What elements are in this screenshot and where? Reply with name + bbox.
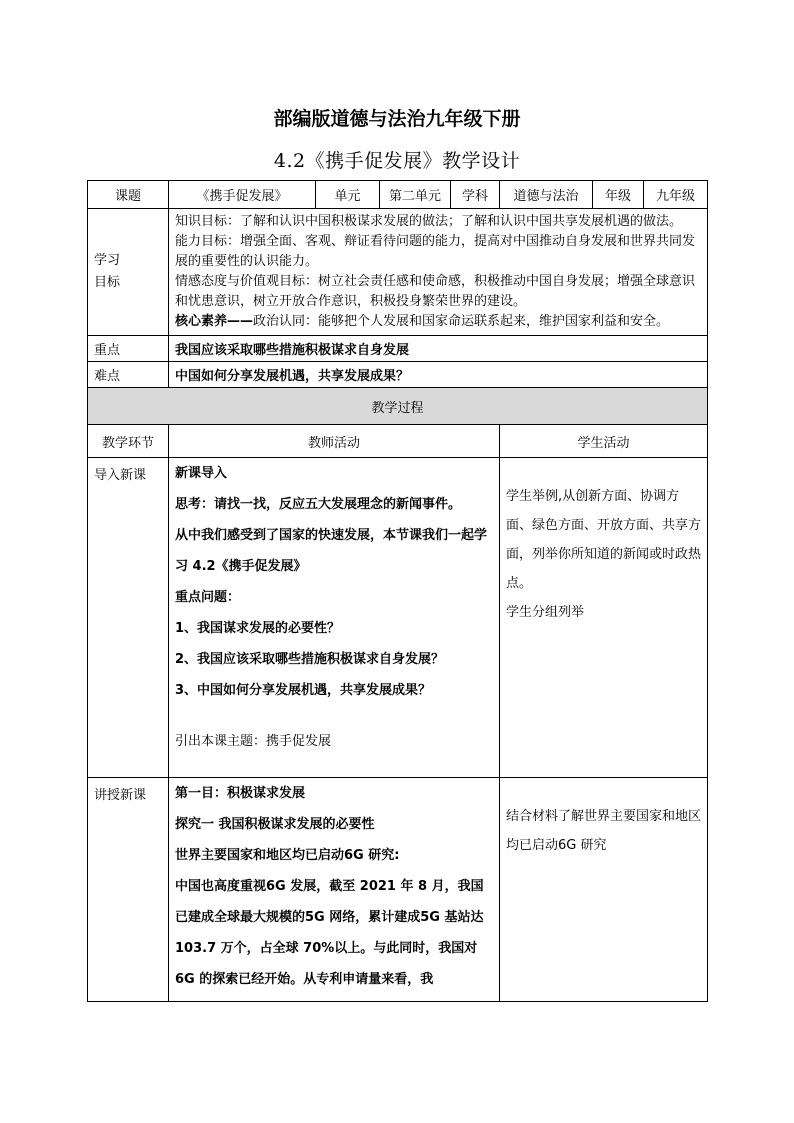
stage-teach: 讲授新课 [88,778,169,1002]
student-intro-line2: 学生分组列举 [506,605,585,620]
difficulty-value: 中国如何分享发展机遇，共享发展成果？ [169,362,708,388]
stage-intro: 导入新课 [88,458,169,778]
goals-label-line2: 目标 [94,275,121,290]
teacher-intro-key-title: 重点问题： [175,590,241,605]
unit-label: 单元 [316,181,380,209]
col-student-header: 学生活动 [500,425,708,458]
process-header: 教学过程 [88,388,708,425]
student-teach [500,778,708,1002]
teacher-teach-heading: 第一目：积极谋求发展 [175,786,306,801]
student-intro-line1: 学生举例,从创新方面、协调方面、绿色方面、开放方面、共享方面，列举你所知道的新闻或时政热点。 [506,489,702,591]
goal-emotion: 情感态度与价值观目标：树立社会责任感和使命感，积极推动中国自身发展；增强全球意识和忧患意识，树立开放合作意识，积极投身繁荣世界的建设。 [175,274,696,309]
teacher-teach-para: 中国也高度重视6G 发展，截至 2021 年 8 月，我国已建成全球最大规模的5G 网络，累计建成5G 基站达 103.7 万个，占全球 70%以上。与此同时，我国对 6G 的探索已经开始。从专利申请量来看，我 [175,879,484,987]
section-intro-row [88,458,708,778]
goal-knowledge: 知识目标：了解和认识中国积极谋求发展的做法；了解和认识中国共享发展机遇的做法。 [175,214,683,229]
teacher-intro-q2: 2、我国应该采取哪些措施积极谋求自身发展？ [175,652,445,667]
goal-core-bold: 核心素养—— [175,314,254,329]
goals-label [88,209,169,336]
subject-value: 道德与法治 [500,181,593,209]
goal-core [175,312,701,332]
info-row [88,181,708,209]
goal-ability: 能力目标：增强全面、客观、辩证看待问题的能力，提高对中国推动自身发展和世界共同发展的重要性的认识能力。 [175,234,696,269]
key-point-label: 重点 [88,336,169,362]
key-point-row [88,336,708,362]
lesson-plan-table [87,180,708,1002]
process-header-row [88,388,708,425]
goals-content [169,209,708,336]
teacher-intro-para: 从中我们感受到了国家的快速发展，本节课我们一起学习 4.2《携手促发展》 [175,528,488,574]
topic-label: 课题 [88,181,169,209]
col-teacher-header: 教师活动 [169,425,500,458]
student-intro [500,458,708,778]
key-point-value: 我国应该采取哪些措施积极谋求自身发展 [169,336,708,362]
teacher-teach-explore: 探究一 我国积极谋求发展的必要性 [175,817,375,832]
grade-label: 年级 [593,181,644,209]
document-title: 部编版道德与法治九年级下册 [273,108,521,130]
unit-value: 第二单元 [380,181,451,209]
teacher-intro [169,458,500,778]
document-subtitle: 4.2《携手促发展》教学设计 [273,150,521,172]
goal-core-rest: 政治认同：能够把个人发展和国家命运联系起来，维护国家利益和安全。 [253,314,670,329]
difficulty-label: 难点 [88,362,169,388]
teacher-teach [169,778,500,1002]
teacher-teach-sub: 世界主要国家和地区均已启动6G 研究: [175,848,400,863]
teacher-intro-q1: 1、我国谋求发展的必要性？ [175,621,341,636]
teacher-intro-think: 思考：请找一找，反应五大发展理念的新闻事件。 [175,497,462,512]
section-teach-row [88,778,708,1002]
column-header-row [88,425,708,458]
teacher-intro-q3: 3、中国如何分享发展机遇，共享发展成果？ [175,683,432,698]
goals-label-line1: 学习 [94,253,121,268]
teacher-intro-topic: 引出本课主题：携手促发展 [175,734,332,749]
col-stage-header: 教学环节 [88,425,169,458]
student-teach-line1: 结合材料了解世界主要国家和地区均已启动6G 研究 [506,809,702,853]
grade-value: 九年级 [644,181,708,209]
topic-value: 《携手促发展》 [169,181,316,209]
goals-row [88,209,708,336]
difficulty-row [88,362,708,388]
teacher-intro-heading: 新课导入 [175,466,228,481]
subject-label: 学科 [451,181,500,209]
